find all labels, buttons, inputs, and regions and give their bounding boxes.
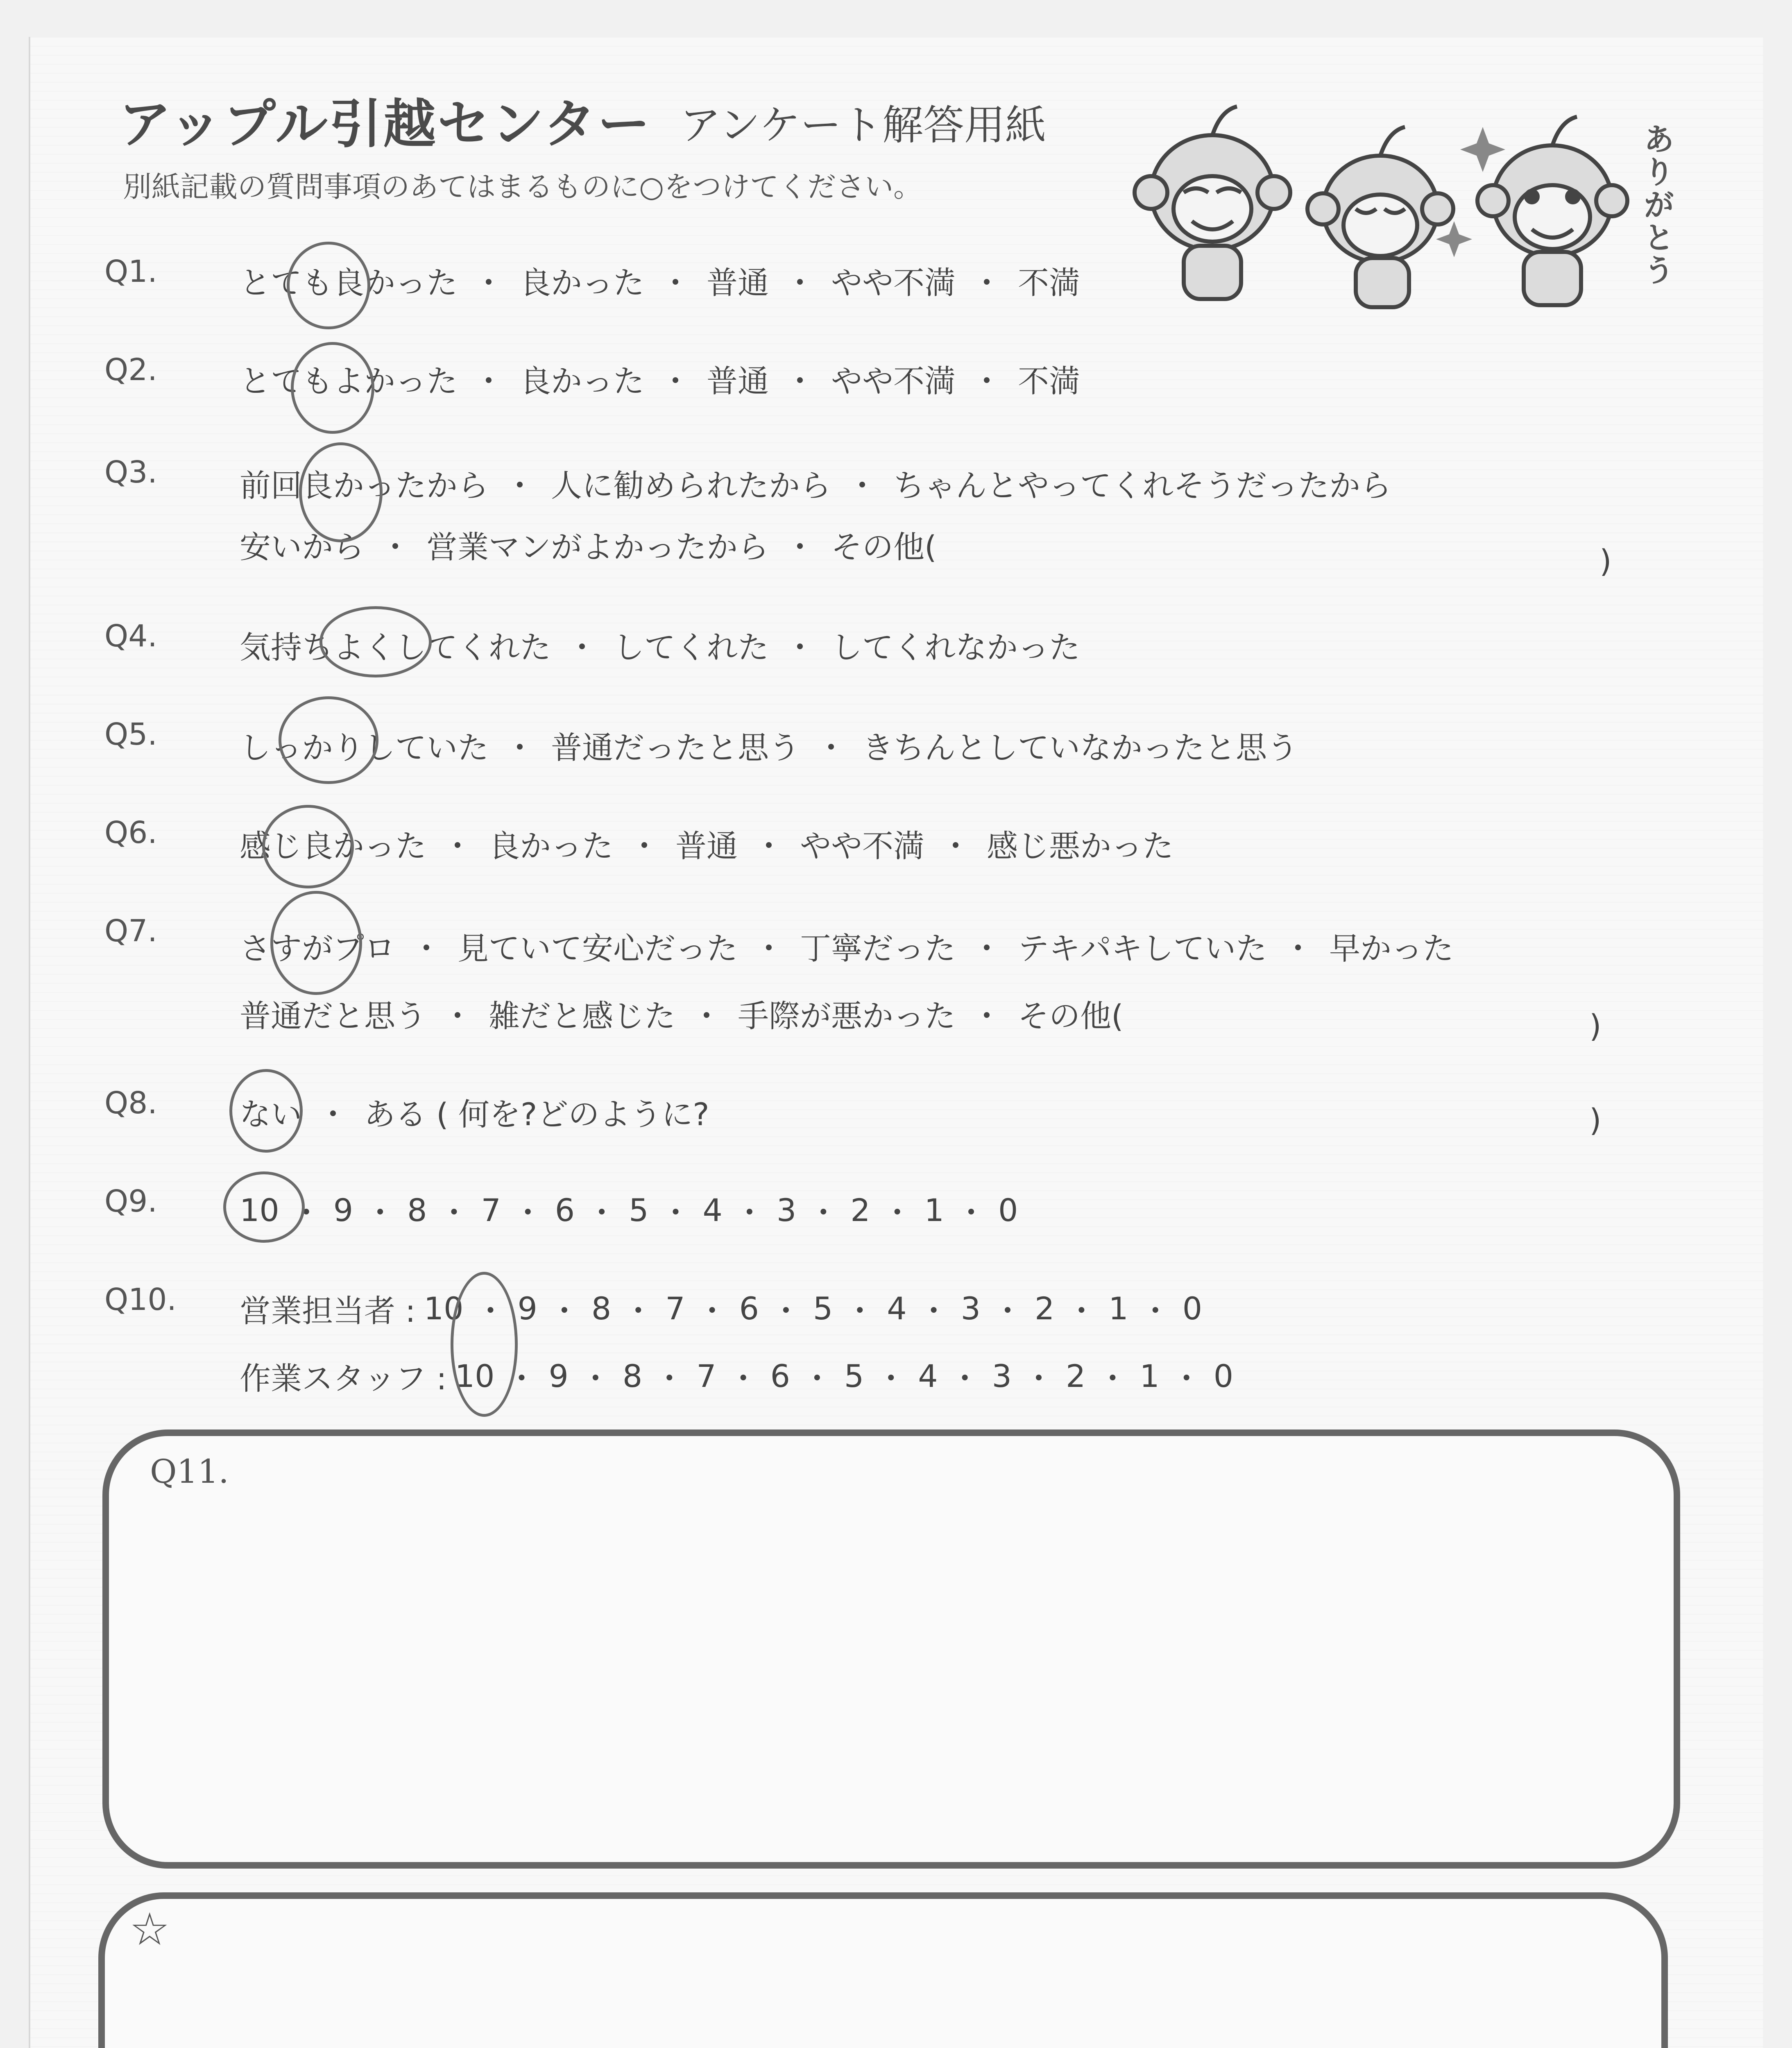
q6-option[interactable]: 感じ良かった <box>240 828 426 864</box>
form-subtitle: アンケート解答用紙 <box>680 101 1046 149</box>
q3-option[interactable]: ちゃんとやってくれそうだったから <box>893 467 1391 504</box>
q5-option[interactable]: 普通だったと思う <box>551 729 800 766</box>
q2-option[interactable]: とてもよかった <box>240 363 458 399</box>
q10-staff-option[interactable]: 7 <box>696 1358 716 1394</box>
q6-option[interactable]: 良かった <box>489 828 613 864</box>
q7-options-row2: 普通だと思う ・ 雑だと感じた ・ 手際が悪かった ・ その他( <box>240 991 1124 1036</box>
q7-option[interactable]: 丁寧だった <box>800 930 956 967</box>
q10-label: Q10. <box>104 1282 177 1317</box>
q10-sales-option[interactable]: 3 <box>961 1290 981 1327</box>
q3-option[interactable]: 人に勧められたから <box>551 467 831 504</box>
q9-options: 10 ・ 9 ・ 8 ・ 7 ・ 6 ・ 5 ・ 4 ・ 3 ・ 2 ・ 1 ・ 0 <box>240 1192 1018 1231</box>
instruction-text: 別紙記載の質問事項のあてはまるものに○をつけてください。 <box>123 170 922 204</box>
q9-option[interactable]: 1 <box>924 1192 944 1228</box>
q1-options: とても良かった ・ 良かった ・ 普通 ・ やや不満 ・ 不満 <box>240 258 1080 303</box>
q10-staff-option[interactable]: 9 <box>548 1358 569 1394</box>
q9-option[interactable]: 3 <box>776 1192 797 1228</box>
company-title: アップル引越センター <box>119 94 652 155</box>
q2-option[interactable]: 不満 <box>1018 363 1080 399</box>
q9-option[interactable]: 2 <box>850 1192 870 1228</box>
q3-option[interactable]: 営業マンがよかったから <box>426 529 769 565</box>
q3-option[interactable]: 安いから <box>240 529 364 565</box>
q8-option[interactable]: ある ( 何を?どのように? <box>364 1096 709 1133</box>
q3-option[interactable]: 前回良かったから <box>240 467 489 504</box>
q7-option[interactable]: テキパキしていた <box>1018 930 1267 967</box>
close-paren: ) <box>1599 543 1612 579</box>
q8-label: Q8. <box>104 1085 157 1121</box>
q1-option[interactable]: 普通 <box>707 265 769 301</box>
q10-staff-option[interactable]: 10 <box>455 1358 495 1394</box>
q5-option[interactable]: しっかりしていた <box>240 729 489 766</box>
q10-sales-option[interactable]: 5 <box>813 1290 833 1327</box>
q10-sales-option[interactable]: 9 <box>517 1290 537 1327</box>
q10-staff-option[interactable]: 3 <box>992 1358 1012 1394</box>
q6-option[interactable]: 感じ悪かった <box>987 828 1174 864</box>
q9-option[interactable]: 10 <box>240 1192 279 1228</box>
q6-option[interactable]: 普通 <box>675 828 738 864</box>
q7-options-row1: さすがプロ ・ 見ていて安心だった ・ 丁寧だった ・ テキパキしていた ・ 早かった <box>240 924 1454 968</box>
q6-options: 感じ良かった ・ 良かった ・ 普通 ・ やや不満 ・ 感じ悪かった <box>240 821 1174 866</box>
q7-label: Q7. <box>104 913 157 949</box>
q5-label: Q5. <box>104 717 157 752</box>
q4-option[interactable]: 気持ちよくしてくれた <box>240 629 551 666</box>
q1-label: Q1. <box>104 254 157 289</box>
q10-sales-option[interactable]: 8 <box>591 1290 612 1327</box>
q10-staff-options: 作業スタッフ : 10 ・ 9 ・ 8 ・ 7 ・ 6 ・ 5 ・ 4 ・ 3 ・ 2 ・ 1 ・ 0 <box>240 1354 1233 1398</box>
q6-option[interactable]: やや不満 <box>800 828 924 864</box>
q10-sales-option[interactable]: 2 <box>1035 1290 1055 1327</box>
q7-option[interactable]: さすがプロ <box>240 930 395 967</box>
star-icon: ☆ <box>129 1903 170 1955</box>
q9-option[interactable]: 9 <box>333 1192 353 1228</box>
q9-option[interactable]: 4 <box>702 1192 723 1228</box>
q5-option[interactable]: きちんとしていなかったと思う <box>862 729 1298 766</box>
q4-option[interactable]: してくれた <box>613 629 769 666</box>
q10-sales-option[interactable]: 0 <box>1182 1290 1203 1327</box>
q10-staff-option[interactable]: 2 <box>1066 1358 1086 1394</box>
q7-option[interactable]: 雑だと感じた <box>489 998 675 1034</box>
q10-sales-option[interactable]: 6 <box>739 1290 759 1327</box>
q5-options: しっかりしていた ・ 普通だったと思う ・ きちんとしていなかったと思う <box>240 723 1298 768</box>
q3-options-row2: 安いから ・ 営業マンがよかったから ・ その他( <box>240 522 937 567</box>
q9-option[interactable]: 8 <box>407 1192 427 1228</box>
q2-option[interactable]: やや不満 <box>831 363 956 399</box>
q2-option[interactable]: 良かった <box>520 363 644 399</box>
q10-sales-option[interactable]: 7 <box>665 1290 685 1327</box>
q1-option[interactable]: 良かった <box>520 265 644 301</box>
q10-sales-options: 営業担当者 : 10 ・ 9 ・ 8 ・ 7 ・ 6 ・ 5 ・ 4 ・ 3 ・ 2 ・ 1 ・ 0 <box>240 1286 1202 1331</box>
q1-option[interactable]: やや不満 <box>831 265 956 301</box>
q10-staff-option[interactable]: 4 <box>918 1358 938 1394</box>
monkey-mascot-3 <box>1477 117 1627 305</box>
q10-staff-option[interactable]: 8 <box>622 1358 643 1394</box>
q11-comment-box[interactable] <box>102 1430 1680 1869</box>
q3-option[interactable]: その他( <box>831 529 937 565</box>
q2-options: とてもよかった ・ 良かった ・ 普通 ・ やや不満 ・ 不満 <box>240 356 1080 401</box>
q7-option[interactable]: 手際が悪かった <box>738 998 956 1034</box>
q8-option[interactable]: ない <box>240 1096 302 1133</box>
q10-sales-option[interactable]: 1 <box>1108 1290 1128 1327</box>
thanks-text: ありがとう <box>1638 123 1675 287</box>
q7-option[interactable]: 早かった <box>1329 930 1454 967</box>
q11-label: Q11. <box>150 1452 229 1491</box>
q3-options-row1: 前回良かったから ・ 人に勧められたから ・ ちゃんとやってくれそうだったから <box>240 461 1391 505</box>
q9-option[interactable]: 6 <box>555 1192 575 1228</box>
q4-option[interactable]: してくれなかった <box>831 629 1080 666</box>
q10-staff-option[interactable]: 6 <box>770 1358 790 1394</box>
close-paren: ) <box>1589 1102 1602 1138</box>
monkey-mascots-illustration <box>1126 98 1700 328</box>
q10-staff-option[interactable]: 5 <box>844 1358 864 1394</box>
q9-option[interactable]: 0 <box>998 1192 1018 1228</box>
q7-option[interactable]: 見ていて安心だった <box>458 930 738 967</box>
q10-sales-label: 営業担当者 : <box>240 1293 416 1329</box>
q7-option[interactable]: その他( <box>1018 998 1124 1034</box>
q6-label: Q6. <box>104 815 157 850</box>
q2-label: Q2. <box>104 352 157 387</box>
close-paren: ) <box>1589 1008 1602 1044</box>
q10-sales-option[interactable]: 4 <box>887 1290 907 1327</box>
q10-sales-option[interactable]: 10 <box>424 1290 464 1327</box>
q4-options: 気持ちよくしてくれた ・ してくれた ・ してくれなかった <box>240 623 1080 667</box>
q9-option[interactable]: 7 <box>481 1192 501 1228</box>
q10-staff-option[interactable]: 1 <box>1140 1358 1160 1394</box>
q2-option[interactable]: 普通 <box>707 363 769 399</box>
q4-label: Q4. <box>104 618 157 654</box>
q3-label: Q3. <box>104 455 157 490</box>
q9-option[interactable]: 5 <box>629 1192 649 1228</box>
q1-option[interactable]: 不満 <box>1018 265 1080 301</box>
star-comment-box[interactable] <box>98 1892 1668 2048</box>
q7-option[interactable]: 普通だと思う <box>240 998 426 1034</box>
q8-options: ない ・ ある ( 何を?どのように? <box>240 1090 709 1134</box>
monkey-mascot-2 <box>1307 127 1453 307</box>
q10-staff-option[interactable]: 0 <box>1213 1358 1234 1394</box>
q1-option[interactable]: とても良かった <box>240 265 458 301</box>
q9-label: Q9. <box>104 1184 157 1219</box>
monkey-mascot-1 <box>1135 106 1290 299</box>
q10-staff-label: 作業スタッフ : <box>240 1360 447 1397</box>
